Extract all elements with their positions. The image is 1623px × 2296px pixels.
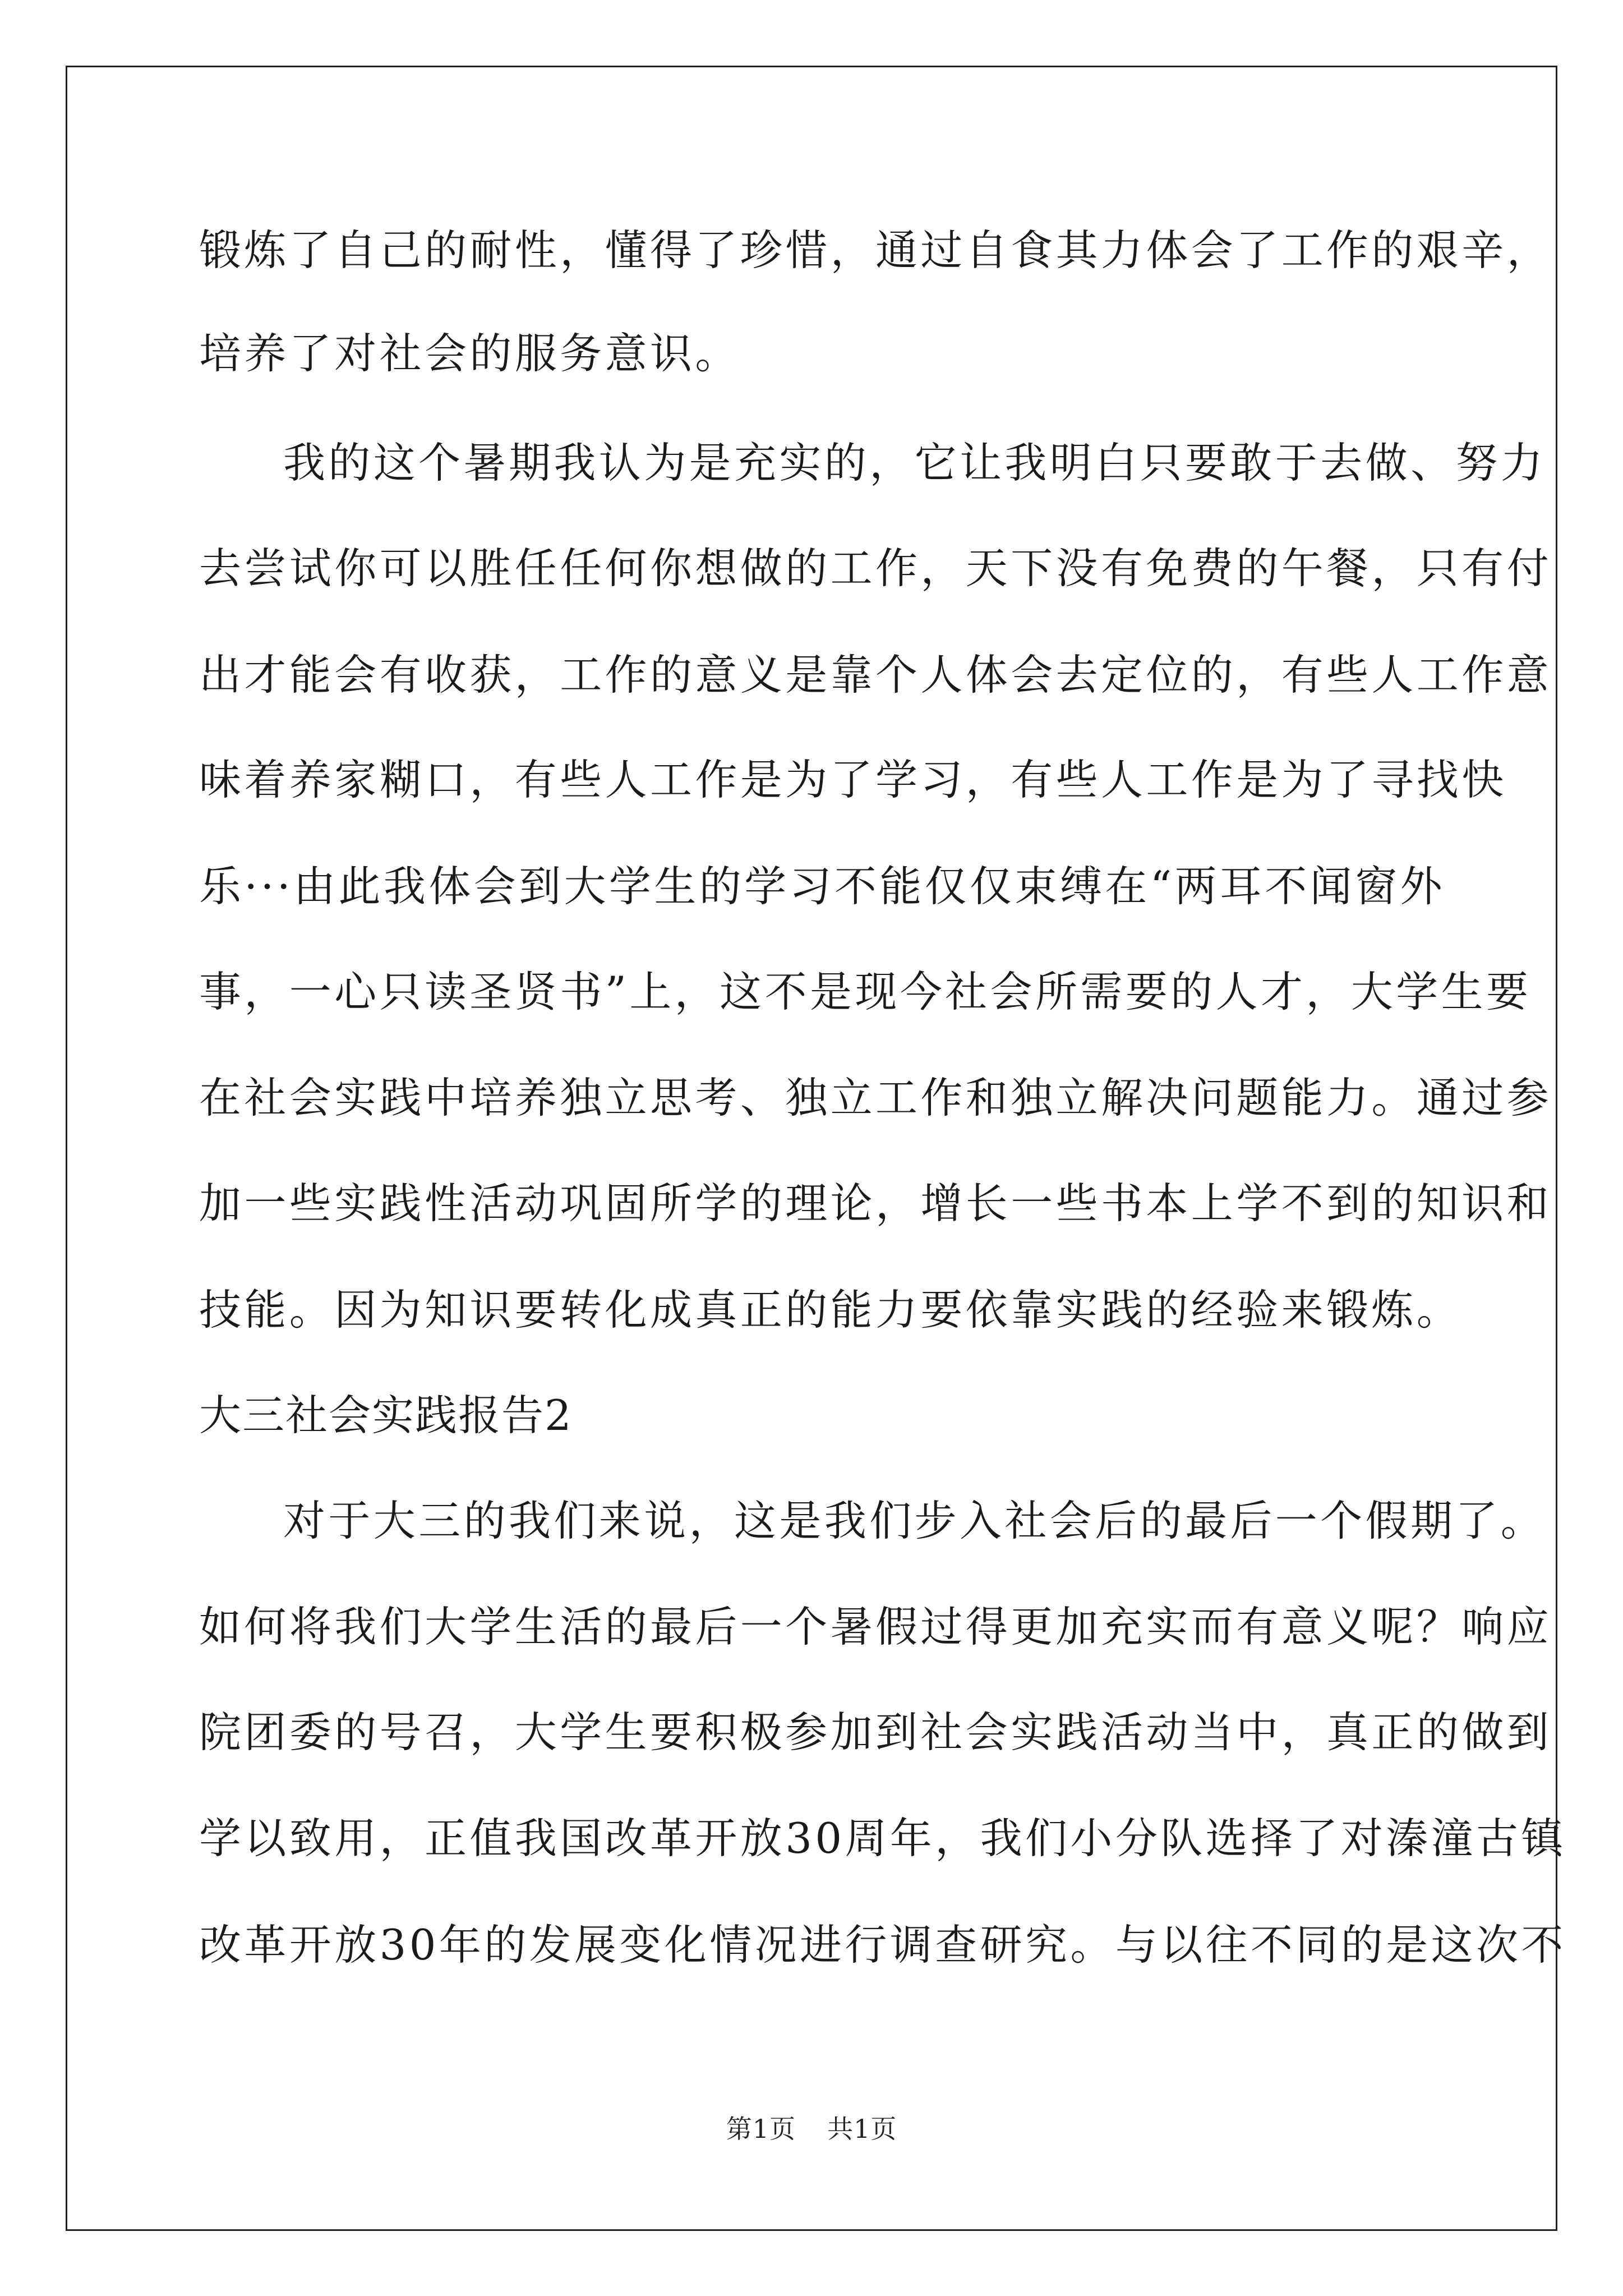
paragraph-line: 我的这个暑期我认为是充实的，它让我明白只要敢于去做、努力 [283, 438, 1546, 487]
paragraph-line: 出才能会有收获，工作的意义是靠个人体会去定位的，有些人工作意 [199, 650, 1552, 700]
paragraph-line: 技能。因为知识要转化成真正的能力要依靠实践的经验来锻炼。 [199, 1285, 1462, 1335]
page-total: 共1页 [827, 2114, 897, 2144]
paragraph-line: 学以致用，正值我国改革开放30周年，我们小分队选择了对溱潼古镇 [199, 1814, 1566, 1863]
paragraph-line: 加一些实践性活动巩固所学的理论，增长一些书本上学不到的知识和 [199, 1179, 1552, 1228]
paragraph-line: 去尝试你可以胜任任何你想做的工作，天下没有免费的午餐，只有付 [199, 544, 1552, 593]
section-heading: 大三社会实践报告2 [199, 1391, 573, 1440]
paragraph-line: 乐···由此我体会到大学生的学习不能仅仅束缚在“两耳不闻窗外 [199, 862, 1445, 911]
paragraph-line: 事，一心只读圣贤书”上，这不是现今社会所需要的人才，大学生要 [199, 967, 1532, 1016]
page-number: 第1页 [726, 2114, 796, 2144]
paragraph-line: 改革开放30年的发展变化情况进行调查研究。与以往不同的是这次不 [199, 1920, 1566, 1970]
paragraph-line: 院团委的号召，大学生要积极参加到社会实践活动当中，真正的做到 [199, 1708, 1552, 1757]
page-border [66, 66, 1566, 2231]
page-footer [0, 2112, 1623, 2146]
paragraph-line: 如何将我们大学生活的最后一个暑假过得更加充实而有意义呢？响应 [199, 1602, 1552, 1651]
paragraph-line: 味着养家糊口，有些人工作是为了学习，有些人工作是为了寻找快 [199, 755, 1507, 804]
paragraph-line: 对于大三的我们来说，这是我们步入社会后的最后一个假期了。 [283, 1496, 1546, 1545]
paragraph-line: 培养了对社会的服务意识。 [199, 329, 740, 378]
paragraph-line: 在社会实践中培养独立思考、独立工作和独立解决问题能力。通过参 [199, 1073, 1552, 1122]
paragraph-line: 锻炼了自己的耐性，懂得了珍惜，通过自食其力体会了工作的艰辛， [199, 226, 1552, 275]
